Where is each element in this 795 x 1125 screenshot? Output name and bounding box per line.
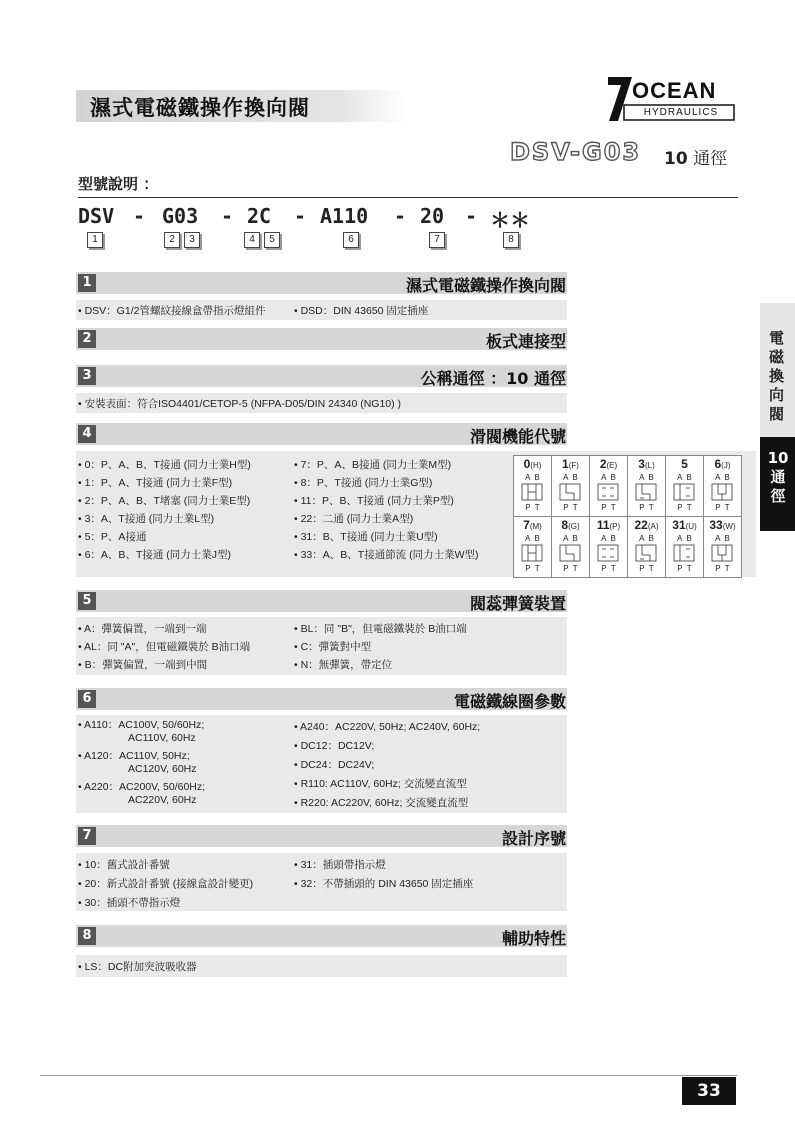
section-note bbox=[76, 853, 567, 911]
symbol-cell bbox=[627, 455, 666, 517]
valve-symbol-icon bbox=[666, 543, 702, 563]
port-label-bottom: P T bbox=[601, 503, 616, 512]
section-note bbox=[76, 715, 567, 813]
side-tab-category[interactable] bbox=[760, 303, 795, 437]
list-item: • AL：同 "A"，但電磁鐵裝於 B油口端 bbox=[78, 641, 251, 653]
port-label-top: A B bbox=[601, 473, 616, 482]
symbol-code: 11(P) bbox=[596, 518, 621, 532]
port-label-bottom: P T bbox=[525, 503, 540, 512]
code-part: DSV bbox=[78, 204, 115, 228]
port-label-bottom: P T bbox=[563, 503, 578, 512]
port-label-top: A B bbox=[715, 473, 730, 482]
section-bar bbox=[76, 825, 567, 847]
valve-symbol-icon bbox=[704, 482, 740, 502]
port-label-top: A B bbox=[525, 534, 540, 543]
list-item: • 5：P、A接通 bbox=[78, 531, 147, 543]
symbol-code: 2(E) bbox=[599, 457, 618, 471]
symbol-code: 5 bbox=[681, 457, 688, 471]
valve-symbol-icon bbox=[628, 482, 664, 502]
port-label-top: A B bbox=[677, 473, 692, 482]
list-item: • 31：B、T接通 (同力士業U型) bbox=[294, 531, 438, 543]
section-title: 閥蕊彈簧裝置 bbox=[469, 594, 566, 613]
list-item: • R110: AC110V, 60Hz; 交流變直流型 bbox=[294, 778, 467, 790]
logo-subtext: HYDRAULICS bbox=[643, 107, 719, 118]
port-label-bottom: P T bbox=[677, 503, 692, 512]
list-item: • 0：P、A、B、T接通 (同力士業H型) bbox=[78, 459, 251, 471]
section-title: 電磁鐵線圈參數 bbox=[453, 692, 566, 711]
code-sep: - bbox=[294, 204, 307, 228]
list-item: • 32：不帶插頭的 DIN 43650 固定插座 bbox=[294, 878, 474, 890]
list-item: • 8：P、T接通 (同力士業G型) bbox=[294, 477, 433, 489]
valve-symbol-icon bbox=[514, 482, 550, 502]
symbol-code: 33(W) bbox=[709, 518, 736, 532]
side-tab-label: 10 通 徑 bbox=[767, 449, 789, 505]
symbol-grid bbox=[513, 455, 741, 577]
valve-symbol-icon bbox=[628, 543, 664, 563]
list-item: • R220: AC220V, 60Hz; 交流變直流型 bbox=[294, 797, 469, 809]
section-number: 5 bbox=[78, 592, 96, 610]
code-sep: - bbox=[465, 204, 478, 228]
port-label-bottom: P T bbox=[639, 564, 654, 573]
section-title: 滑閥機能代號 bbox=[469, 427, 566, 446]
list-item: • 33：A、B、T接通節流 (同力士業W型) bbox=[294, 549, 479, 561]
code-part: A110 bbox=[320, 204, 369, 228]
section-title: 板式連接型 bbox=[485, 332, 566, 351]
list-item: • 22：二通 (同力士業A型) bbox=[294, 513, 414, 525]
side-tab-active[interactable] bbox=[760, 437, 795, 531]
port-label-top: A B bbox=[639, 473, 654, 482]
code-number: 4 bbox=[244, 232, 260, 248]
list-item: • 6：A、B、T接通 (同力士業J型) bbox=[78, 549, 232, 561]
valve-symbol-icon bbox=[552, 482, 588, 502]
valve-symbol-icon bbox=[552, 543, 588, 563]
port-label-bottom: P T bbox=[601, 564, 616, 573]
port-label-top: A B bbox=[715, 534, 730, 543]
list-item: • 安裝表面：符合ISO4401/CETOP-5 (NFPA-D05/DIN 24340 (NG10) ) bbox=[78, 398, 402, 410]
list-item: • 1：P、A、T接通 (同力士業F型) bbox=[78, 477, 233, 489]
symbol-cell bbox=[551, 455, 590, 517]
symbol-cell bbox=[513, 455, 552, 517]
symbol-code: 3(L) bbox=[638, 457, 655, 471]
list-item: • N：無彈簧，帶定位 bbox=[294, 659, 393, 671]
section-title: 設計序號 bbox=[501, 829, 566, 848]
code-part: ＊＊ bbox=[490, 208, 530, 232]
section-number: 6 bbox=[78, 690, 96, 708]
section-number: 7 bbox=[78, 827, 96, 845]
bore-size: 10 通徑 bbox=[664, 149, 728, 169]
list-item: • A240：AC220V, 50Hz; AC240V, 60Hz; bbox=[294, 721, 481, 733]
symbol-code: 22(A) bbox=[634, 518, 659, 532]
port-label-top: A B bbox=[525, 473, 540, 482]
list-item: • DSV：G1/2管螺紋接線盒帶指示燈組件 bbox=[78, 305, 266, 317]
symbol-cell bbox=[665, 455, 704, 517]
code-number: 3 bbox=[184, 232, 200, 248]
footer-divider bbox=[40, 1075, 737, 1076]
code-sep: - bbox=[394, 204, 407, 228]
code-sep: - bbox=[221, 204, 234, 228]
symbol-code: 0(H) bbox=[523, 457, 542, 471]
list-item: • DC12：DC12V; bbox=[294, 740, 375, 752]
code-number: 5 bbox=[264, 232, 280, 248]
valve-symbol-icon bbox=[666, 482, 702, 502]
series-code: DSV-G03 bbox=[510, 138, 642, 166]
code-number: 8 bbox=[503, 232, 519, 248]
port-label-bottom: P T bbox=[639, 503, 654, 512]
list-item: • A120：AC110V, 50Hz; AC120V, 60Hz bbox=[78, 750, 197, 775]
symbol-cell bbox=[513, 516, 552, 578]
list-item: • C：彈簧對中型 bbox=[294, 641, 372, 653]
code-part: 2C bbox=[247, 204, 272, 228]
list-item: • 30：插頭不帶指示燈 bbox=[78, 897, 181, 909]
section-number: 3 bbox=[78, 367, 96, 385]
page-title: 濕式電磁鐵操作換向閥 bbox=[90, 96, 310, 120]
port-label-bottom: P T bbox=[715, 564, 730, 573]
list-item: • 2：P、A、B、T堵塞 (同力士業E型) bbox=[78, 495, 251, 507]
section-note bbox=[76, 300, 567, 320]
divider bbox=[78, 197, 738, 198]
section-note bbox=[76, 955, 567, 977]
list-item: • 11：P、B、T接通 (同力士業P型) bbox=[294, 495, 454, 507]
list-item: • 20：新式設計番號 (接線盒設計變更) bbox=[78, 878, 254, 890]
port-label-bottom: P T bbox=[715, 503, 730, 512]
model-label: 型號說明 ： bbox=[78, 175, 159, 193]
symbol-code: 6(J) bbox=[714, 457, 731, 471]
port-label-bottom: P T bbox=[525, 564, 540, 573]
code-sep: - bbox=[133, 204, 146, 228]
list-item: • A220：AC200V, 50/60Hz; AC220V, 60Hz bbox=[78, 781, 206, 806]
port-label-top: A B bbox=[677, 534, 692, 543]
valve-symbol-icon bbox=[590, 543, 626, 563]
list-item: • 7：P、A、B接通 (同力士業M型) bbox=[294, 459, 452, 471]
code-part: 20 bbox=[420, 204, 445, 228]
page-number: 33 bbox=[682, 1077, 736, 1105]
symbol-code: 31(U) bbox=[672, 518, 697, 532]
section-title: 輔助特性 bbox=[501, 929, 566, 948]
port-label-bottom: P T bbox=[677, 564, 692, 573]
symbol-cell bbox=[589, 455, 628, 517]
valve-symbol-icon bbox=[704, 543, 740, 563]
list-item: • A：彈簧偏置，一端到一端 bbox=[78, 623, 207, 635]
list-item: • A110：AC100V, 50/60Hz; AC110V, 60Hz bbox=[78, 719, 205, 744]
list-item: • LS：DC附加突波吸收器 bbox=[78, 961, 197, 973]
port-label-top: A B bbox=[639, 534, 654, 543]
ocean-logo bbox=[608, 75, 736, 123]
symbol-cell bbox=[665, 516, 704, 578]
section-bar bbox=[76, 925, 567, 947]
port-label-top: A B bbox=[563, 534, 578, 543]
symbol-cell bbox=[627, 516, 666, 578]
symbol-code: 7(M) bbox=[523, 518, 542, 532]
section-number: 4 bbox=[78, 425, 96, 443]
symbol-cell bbox=[589, 516, 628, 578]
port-label-top: A B bbox=[601, 534, 616, 543]
section-title: 公稱通徑 ：10 通徑 bbox=[420, 369, 566, 388]
section-note bbox=[76, 393, 567, 413]
logo-text: OCEAN bbox=[632, 78, 717, 103]
side-tab-label: 電 磁 換 向 閥 bbox=[769, 329, 785, 423]
list-item: • DSD：DIN 43650 固定插座 bbox=[294, 305, 429, 317]
code-number: 7 bbox=[429, 232, 445, 248]
symbol-cell bbox=[703, 455, 742, 517]
symbol-cell bbox=[703, 516, 742, 578]
list-item: • B：彈簧偏置，一端到中間 bbox=[78, 659, 208, 671]
code-number: 2 bbox=[164, 232, 180, 248]
list-item: • 3：A、T接通 (同力士業L型) bbox=[78, 513, 215, 525]
port-label-top: A B bbox=[563, 473, 578, 482]
list-item: • DC24：DC24V; bbox=[294, 759, 375, 771]
code-number: 1 bbox=[87, 232, 103, 248]
section-title: 濕式電磁鐵操作換向閥 bbox=[405, 276, 566, 295]
section-note bbox=[76, 617, 567, 675]
symbol-cell bbox=[551, 516, 590, 578]
section-number: 2 bbox=[78, 330, 96, 348]
port-label-bottom: P T bbox=[563, 564, 578, 573]
list-item: • BL：同 "B"，但電磁鐵裝於 B油口端 bbox=[294, 623, 467, 635]
valve-symbol-icon bbox=[514, 543, 550, 563]
valve-symbol-icon bbox=[590, 482, 626, 502]
code-number: 6 bbox=[343, 232, 359, 248]
section-number: 1 bbox=[78, 274, 96, 292]
section-number: 8 bbox=[78, 927, 96, 945]
symbol-code: 1(F) bbox=[562, 457, 579, 471]
list-item: • 10：舊式設計番號 bbox=[78, 859, 170, 871]
symbol-code: 8(G) bbox=[561, 518, 580, 532]
list-item: • 31：插頭帶指示燈 bbox=[294, 859, 386, 871]
code-part: G03 bbox=[162, 204, 199, 228]
